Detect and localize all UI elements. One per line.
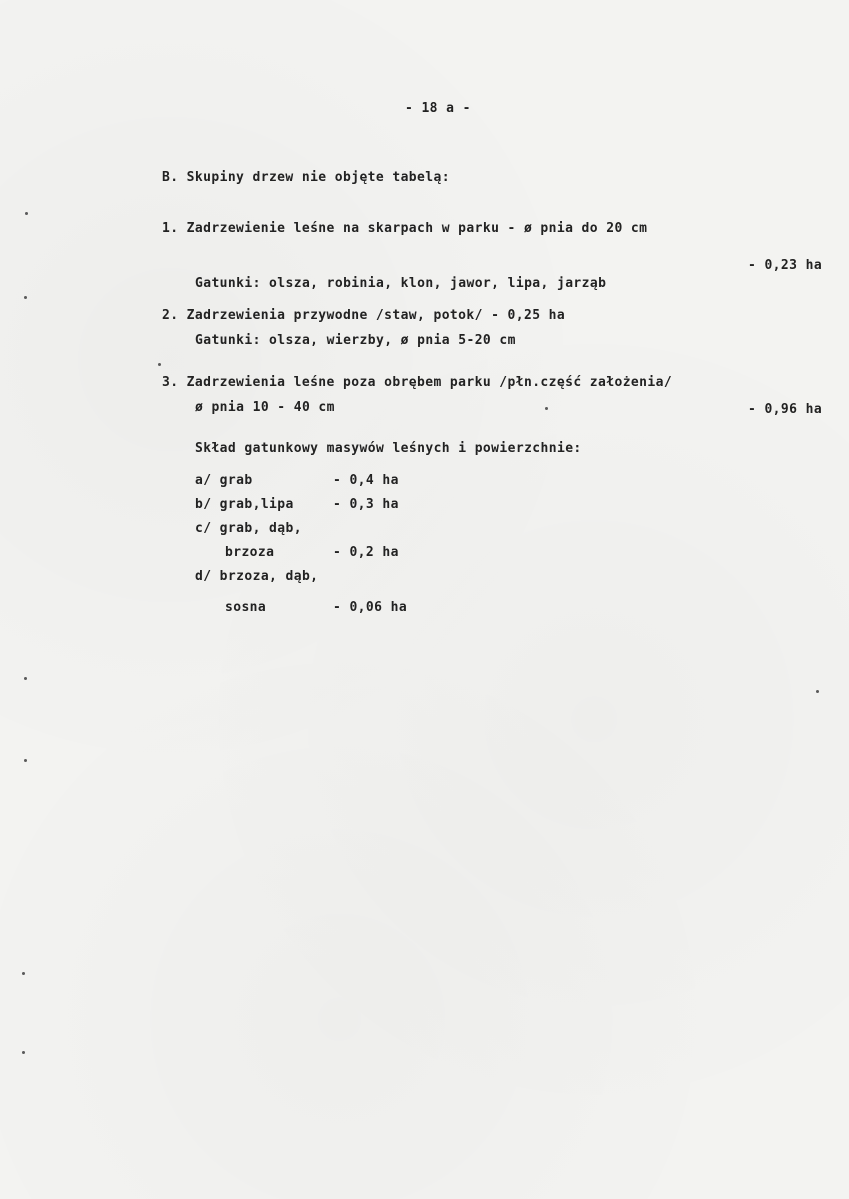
composition-c-area: - 0,2 ha (333, 545, 399, 560)
scan-speck (158, 363, 161, 366)
item-1-species: Gatunki: olsza, robinia, klon, jawor, lipa, jarząb (195, 276, 607, 291)
item-1-area: - 0,23 ha (748, 258, 823, 273)
item-2-title: 2. Zadrzewienia przywodne /staw, potok/ - 0,25 ha (162, 308, 566, 323)
scan-speck (22, 1051, 25, 1054)
composition-a-area: - 0,4 ha (333, 473, 399, 488)
composition-d-area: - 0,06 ha (333, 600, 408, 615)
item-1-title: 1. Zadrzewienie leśne na skarpach w parku - ø pnia do 20 cm (162, 221, 648, 236)
composition-heading: Skład gatunkowy masywów leśnych i powierzchnie: (195, 441, 582, 456)
composition-b-area: - 0,3 ha (333, 497, 399, 512)
composition-c-label-2: brzoza (225, 545, 275, 560)
scan-speck (24, 759, 27, 762)
composition-d-label-2: sosna (225, 600, 267, 615)
scan-speck (24, 296, 27, 299)
scan-speck (25, 212, 28, 215)
scan-speck (816, 690, 819, 693)
item-3-diameter: ø pnia 10 - 40 cm (195, 400, 335, 415)
item-3-title: 3. Zadrzewienia leśne poza obrębem parku /płn.część założenia/ (162, 375, 673, 390)
composition-d-label: d/ brzoza, dąb, (195, 569, 319, 584)
scan-speck (24, 677, 27, 680)
scan-speck (545, 407, 548, 410)
page-number: - 18 a - (405, 101, 471, 116)
composition-b-label: b/ grab,lipa (195, 497, 294, 512)
composition-c-label: c/ grab, dąb, (195, 521, 302, 536)
composition-a-label: a/ grab (195, 473, 253, 488)
item-2-species: Gatunki: olsza, wierzby, ø pnia 5-20 cm (195, 333, 516, 348)
scan-speck (22, 972, 25, 975)
section-heading: B. Skupiny drzew nie objęte tabelą: (162, 170, 450, 185)
item-3-area: - 0,96 ha (748, 402, 823, 417)
